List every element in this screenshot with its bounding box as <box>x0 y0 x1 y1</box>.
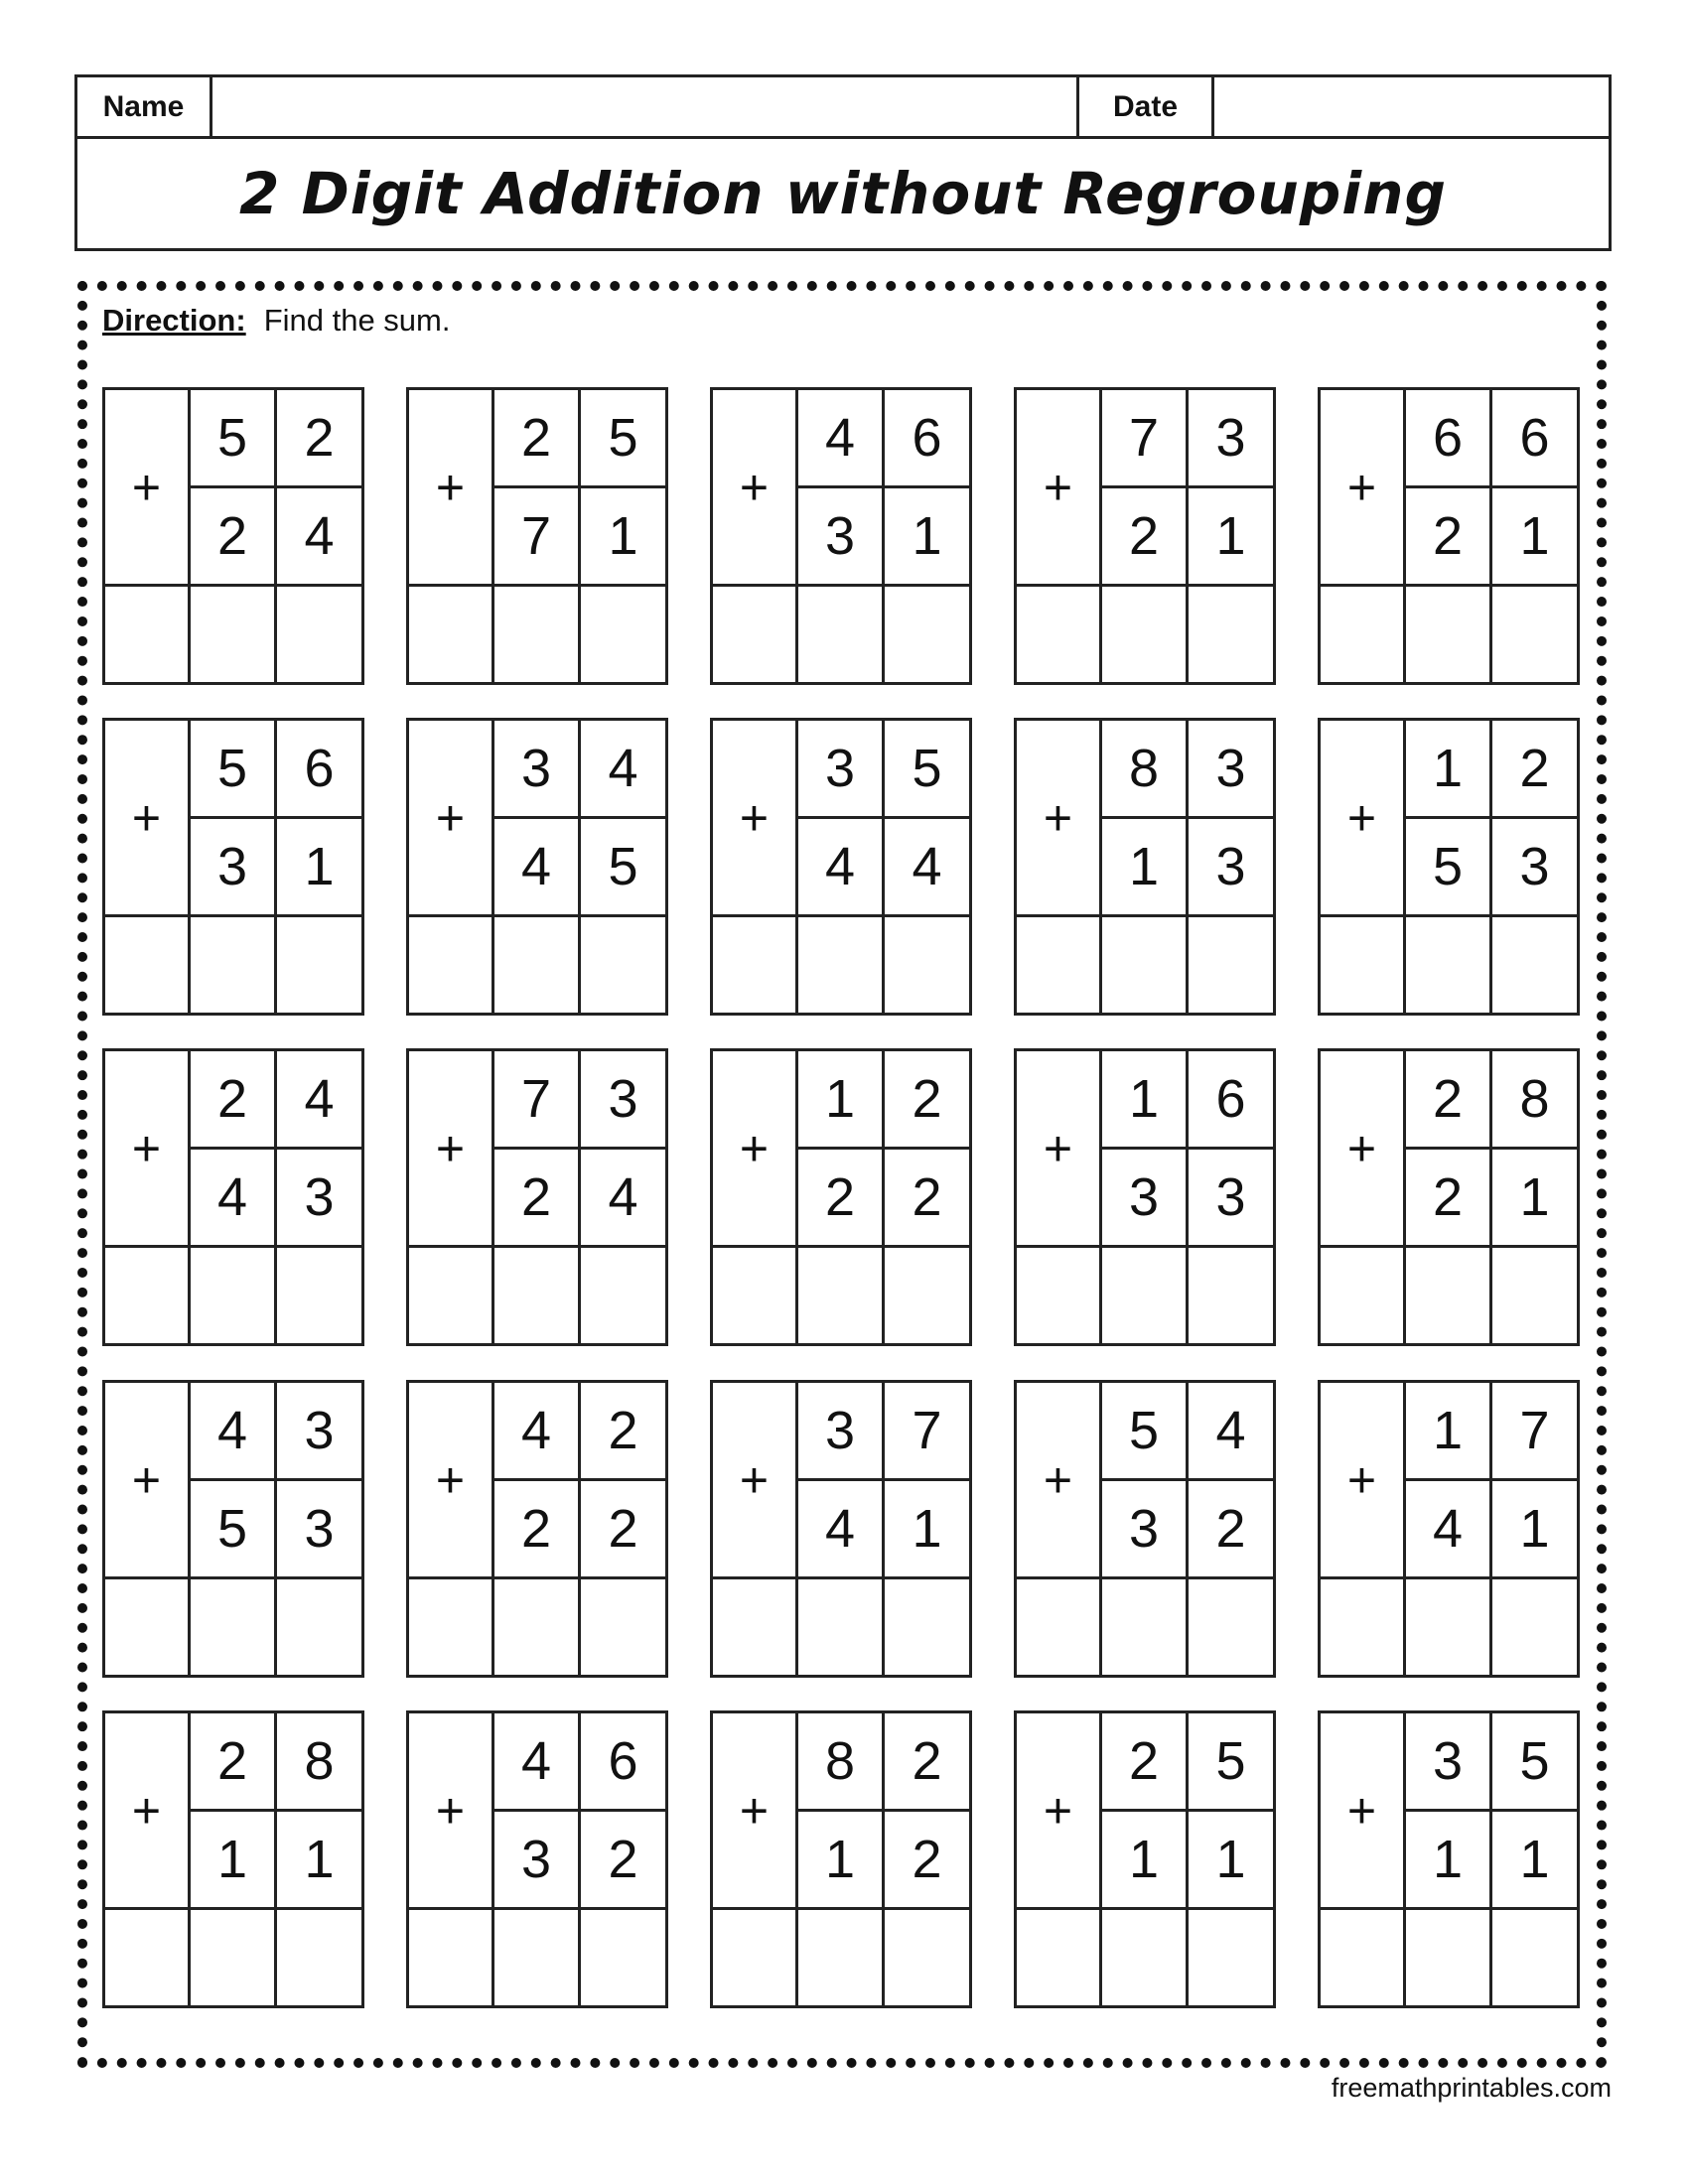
answer-cell[interactable] <box>713 1910 798 2005</box>
addend-tens-digit: 1 <box>191 1812 277 1910</box>
direction-line <box>102 303 451 339</box>
addend-ones-digit: 2 <box>885 1713 969 1812</box>
answer-cell[interactable] <box>277 587 361 682</box>
addend-tens-digit: 5 <box>191 721 277 819</box>
worksheet-title: 2 Digit Addition without Regrouping <box>239 160 1447 227</box>
addition-problem <box>1014 1048 1276 1346</box>
plus-sign: + <box>409 721 494 917</box>
addend-ones-digit: 6 <box>1492 390 1577 488</box>
addend-ones-digit: 4 <box>1189 1383 1273 1481</box>
addend-tens-digit: 6 <box>1406 390 1492 488</box>
worksheet-header <box>74 74 1612 251</box>
addend-ones-digit: 1 <box>277 819 361 917</box>
answer-cell[interactable] <box>277 1910 361 2005</box>
addend-tens-digit: 2 <box>1406 1150 1492 1248</box>
addition-problem <box>1318 1048 1580 1346</box>
addend-ones-digit: 3 <box>1189 390 1273 488</box>
answer-cell[interactable] <box>1189 1910 1273 2005</box>
addend-ones-digit: 8 <box>1492 1051 1577 1150</box>
addend-tens-digit: 5 <box>191 1481 277 1579</box>
answer-cell[interactable] <box>494 1248 581 1343</box>
addend-ones-digit: 4 <box>277 1051 361 1150</box>
addend-tens-digit: 1 <box>798 1051 885 1150</box>
answer-cell[interactable] <box>1017 587 1102 682</box>
addend-ones-digit: 3 <box>1189 819 1273 917</box>
addend-tens-digit: 4 <box>798 1481 885 1579</box>
addend-ones-digit: 2 <box>885 1051 969 1150</box>
addition-problem <box>102 387 364 685</box>
answer-cell[interactable] <box>1102 917 1189 1013</box>
plus-sign: + <box>713 1713 798 1910</box>
addend-ones-digit: 1 <box>1492 488 1577 587</box>
answer-cell[interactable] <box>581 1579 665 1675</box>
answer-cell[interactable] <box>1102 1579 1189 1675</box>
plus-sign: + <box>105 1383 191 1579</box>
addend-tens-digit: 1 <box>1406 1383 1492 1481</box>
addend-tens-digit: 8 <box>798 1713 885 1812</box>
answer-cell[interactable] <box>581 587 665 682</box>
plus-sign: + <box>409 390 494 587</box>
addition-problem <box>1014 718 1276 1016</box>
plus-sign: + <box>1321 1713 1406 1910</box>
answer-cell[interactable] <box>798 1579 885 1675</box>
answer-cell[interactable] <box>191 1910 277 2005</box>
addition-problem <box>102 1710 364 2008</box>
addition-problem <box>406 1710 668 2008</box>
direction-text: Find the sum. <box>263 303 451 338</box>
answer-cell[interactable] <box>105 1579 191 1675</box>
plus-sign: + <box>1017 1051 1102 1248</box>
plus-sign: + <box>1321 1383 1406 1579</box>
addend-tens-digit: 4 <box>494 1713 581 1812</box>
addend-ones-digit: 7 <box>885 1383 969 1481</box>
addend-tens-digit: 3 <box>798 1383 885 1481</box>
addend-tens-digit: 4 <box>191 1150 277 1248</box>
addition-problem <box>406 387 668 685</box>
name-date-row <box>77 77 1609 139</box>
addend-ones-digit: 2 <box>885 1150 969 1248</box>
addend-ones-digit: 2 <box>885 1812 969 1910</box>
addend-ones-digit: 7 <box>1492 1383 1577 1481</box>
addend-ones-digit: 5 <box>581 390 665 488</box>
answer-cell[interactable] <box>1321 1910 1406 2005</box>
answer-cell[interactable] <box>713 1248 798 1343</box>
addend-tens-digit: 3 <box>1406 1713 1492 1812</box>
addend-ones-digit: 1 <box>885 488 969 587</box>
answer-cell[interactable] <box>1492 587 1577 682</box>
addend-ones-digit: 6 <box>1189 1051 1273 1150</box>
answer-cell[interactable] <box>191 1248 277 1343</box>
addition-problem <box>102 1048 364 1346</box>
addend-tens-digit: 2 <box>191 1051 277 1150</box>
answer-cell[interactable] <box>798 917 885 1013</box>
answer-cell[interactable] <box>1017 917 1102 1013</box>
answer-cell[interactable] <box>885 587 969 682</box>
addition-problem <box>1014 1380 1276 1678</box>
plus-sign: + <box>1017 721 1102 917</box>
answer-cell[interactable] <box>409 1248 494 1343</box>
answer-cell[interactable] <box>1102 1910 1189 2005</box>
answer-cell[interactable] <box>581 1910 665 2005</box>
addend-ones-digit: 6 <box>581 1713 665 1812</box>
addition-problem <box>406 718 668 1016</box>
answer-cell[interactable] <box>409 917 494 1013</box>
addend-tens-digit: 5 <box>191 390 277 488</box>
answer-cell[interactable] <box>494 1579 581 1675</box>
addend-ones-digit: 6 <box>277 721 361 819</box>
addend-ones-digit: 3 <box>1492 819 1577 917</box>
plus-sign: + <box>1321 1051 1406 1248</box>
answer-cell[interactable] <box>1492 1579 1577 1675</box>
addend-tens-digit: 1 <box>798 1812 885 1910</box>
addend-tens-digit: 4 <box>191 1383 277 1481</box>
addend-ones-digit: 3 <box>1189 1150 1273 1248</box>
date-label: Date <box>1079 77 1214 136</box>
plus-sign: + <box>105 390 191 587</box>
addition-problem <box>406 1048 668 1346</box>
addend-ones-digit: 5 <box>581 819 665 917</box>
plus-sign: + <box>409 1713 494 1910</box>
addend-tens-digit: 2 <box>494 1150 581 1248</box>
answer-cell[interactable] <box>1017 1248 1102 1343</box>
plus-sign: + <box>713 1051 798 1248</box>
answer-cell[interactable] <box>105 1248 191 1343</box>
addition-problem <box>406 1380 668 1678</box>
answer-cell[interactable] <box>581 1248 665 1343</box>
addend-ones-digit: 1 <box>1492 1481 1577 1579</box>
addend-ones-digit: 4 <box>581 1150 665 1248</box>
addend-tens-digit: 3 <box>1102 1150 1189 1248</box>
answer-cell[interactable] <box>1492 1910 1577 2005</box>
plus-sign: + <box>1321 721 1406 917</box>
addend-tens-digit: 5 <box>1406 819 1492 917</box>
answer-cell[interactable] <box>1017 1579 1102 1675</box>
answer-cell[interactable] <box>409 1579 494 1675</box>
addend-tens-digit: 3 <box>798 721 885 819</box>
direction-label: Direction: <box>102 303 246 338</box>
answer-cell[interactable] <box>1406 1579 1492 1675</box>
addend-tens-digit: 3 <box>1102 1481 1189 1579</box>
answer-cell[interactable] <box>713 587 798 682</box>
addend-tens-digit: 4 <box>1406 1481 1492 1579</box>
addend-tens-digit: 1 <box>1406 721 1492 819</box>
answer-cell[interactable] <box>191 587 277 682</box>
addend-tens-digit: 2 <box>1406 1051 1492 1150</box>
addend-ones-digit: 1 <box>1189 488 1273 587</box>
answer-cell[interactable] <box>494 1910 581 2005</box>
addend-tens-digit: 7 <box>494 1051 581 1150</box>
addend-ones-digit: 1 <box>1492 1812 1577 1910</box>
addend-ones-digit: 2 <box>1189 1481 1273 1579</box>
answer-cell[interactable] <box>885 1910 969 2005</box>
addend-ones-digit: 1 <box>277 1812 361 1910</box>
addend-ones-digit: 1 <box>885 1481 969 1579</box>
addend-tens-digit: 4 <box>798 819 885 917</box>
answer-cell[interactable] <box>713 917 798 1013</box>
answer-cell[interactable] <box>409 1910 494 2005</box>
addend-ones-digit: 3 <box>581 1051 665 1150</box>
plus-sign: + <box>409 1051 494 1248</box>
addend-tens-digit: 5 <box>1102 1383 1189 1481</box>
addend-tens-digit: 1 <box>1406 1812 1492 1910</box>
addend-tens-digit: 7 <box>1102 390 1189 488</box>
addend-ones-digit: 6 <box>885 390 969 488</box>
addend-ones-digit: 8 <box>277 1713 361 1812</box>
name-label: Name <box>77 77 212 136</box>
answer-cell[interactable] <box>798 587 885 682</box>
addend-ones-digit: 5 <box>885 721 969 819</box>
plus-sign: + <box>713 1383 798 1579</box>
answer-cell[interactable] <box>1102 1248 1189 1343</box>
addend-tens-digit: 2 <box>798 1150 885 1248</box>
addend-tens-digit: 4 <box>494 819 581 917</box>
answer-cell[interactable] <box>277 917 361 1013</box>
answer-cell[interactable] <box>191 1579 277 1675</box>
name-field[interactable] <box>212 77 1079 136</box>
answer-cell[interactable] <box>105 917 191 1013</box>
answer-cell[interactable] <box>885 1579 969 1675</box>
addend-tens-digit: 1 <box>1102 819 1189 917</box>
addend-tens-digit: 1 <box>1102 1812 1189 1910</box>
answer-cell[interactable] <box>105 1910 191 2005</box>
addend-ones-digit: 3 <box>277 1481 361 1579</box>
plus-sign: + <box>1017 390 1102 587</box>
addend-tens-digit: 3 <box>494 721 581 819</box>
plus-sign: + <box>1017 1713 1102 1910</box>
plus-sign: + <box>105 1713 191 1910</box>
addition-problem <box>1014 1710 1276 2008</box>
addend-tens-digit: 2 <box>191 488 277 587</box>
addend-ones-digit: 2 <box>277 390 361 488</box>
addend-tens-digit: 3 <box>191 819 277 917</box>
addend-ones-digit: 2 <box>581 1383 665 1481</box>
answer-cell[interactable] <box>277 1248 361 1343</box>
addition-problem <box>710 1710 972 2008</box>
answer-cell[interactable] <box>1406 1910 1492 2005</box>
addend-ones-digit: 4 <box>581 721 665 819</box>
answer-cell[interactable] <box>885 917 969 1013</box>
answer-cell[interactable] <box>713 1579 798 1675</box>
answer-cell[interactable] <box>191 917 277 1013</box>
plus-sign: + <box>713 721 798 917</box>
answer-cell[interactable] <box>1017 1910 1102 2005</box>
addition-problem <box>710 387 972 685</box>
answer-cell[interactable] <box>277 1579 361 1675</box>
addition-problem <box>710 718 972 1016</box>
answer-cell[interactable] <box>105 587 191 682</box>
addend-ones-digit: 3 <box>277 1383 361 1481</box>
answer-cell[interactable] <box>798 1248 885 1343</box>
plus-sign: + <box>105 721 191 917</box>
addition-problem <box>1014 387 1276 685</box>
addend-tens-digit: 7 <box>494 488 581 587</box>
plus-sign: + <box>105 1051 191 1248</box>
addend-tens-digit: 1 <box>1102 1051 1189 1150</box>
plus-sign: + <box>1321 390 1406 587</box>
addend-ones-digit: 5 <box>1492 1713 1577 1812</box>
addend-ones-digit: 4 <box>885 819 969 917</box>
addend-tens-digit: 2 <box>494 390 581 488</box>
addition-problem <box>102 718 364 1016</box>
addend-tens-digit: 3 <box>494 1812 581 1910</box>
answer-cell[interactable] <box>1321 587 1406 682</box>
addend-ones-digit: 2 <box>1492 721 1577 819</box>
answer-cell[interactable] <box>885 1248 969 1343</box>
addend-ones-digit: 2 <box>581 1812 665 1910</box>
addition-problem <box>710 1380 972 1678</box>
addend-tens-digit: 3 <box>798 488 885 587</box>
addend-tens-digit: 8 <box>1102 721 1189 819</box>
addend-ones-digit: 4 <box>277 488 361 587</box>
answer-cell[interactable] <box>494 587 581 682</box>
answer-cell[interactable] <box>1189 1579 1273 1675</box>
answer-cell[interactable] <box>494 917 581 1013</box>
answer-cell[interactable] <box>1102 587 1189 682</box>
plus-sign: + <box>713 390 798 587</box>
answer-cell[interactable] <box>1189 917 1273 1013</box>
answer-cell[interactable] <box>1189 587 1273 682</box>
addend-ones-digit: 3 <box>1189 721 1273 819</box>
addend-ones-digit: 5 <box>1189 1713 1273 1812</box>
addend-ones-digit: 1 <box>1189 1812 1273 1910</box>
addend-tens-digit: 4 <box>494 1383 581 1481</box>
addend-ones-digit: 3 <box>277 1150 361 1248</box>
addition-problem <box>102 1380 364 1678</box>
addition-problem <box>1318 1380 1580 1678</box>
addend-tens-digit: 2 <box>1406 488 1492 587</box>
addition-problem <box>710 1048 972 1346</box>
site-credit: freemathprintables.com <box>1331 2073 1612 2103</box>
date-field[interactable] <box>1214 77 1609 136</box>
answer-cell[interactable] <box>1321 917 1406 1013</box>
plus-sign: + <box>409 1383 494 1579</box>
addend-tens-digit: 4 <box>798 390 885 488</box>
answer-cell[interactable] <box>581 917 665 1013</box>
addend-tens-digit: 2 <box>494 1481 581 1579</box>
addition-problem <box>1318 718 1580 1016</box>
addend-tens-digit: 2 <box>1102 1713 1189 1812</box>
answer-cell[interactable] <box>1406 587 1492 682</box>
answer-cell[interactable] <box>409 587 494 682</box>
answer-cell[interactable] <box>1189 1248 1273 1343</box>
answer-cell[interactable] <box>1321 1579 1406 1675</box>
answer-cell[interactable] <box>1406 917 1492 1013</box>
addend-tens-digit: 2 <box>1102 488 1189 587</box>
answer-cell[interactable] <box>1406 1248 1492 1343</box>
addend-ones-digit: 1 <box>581 488 665 587</box>
addend-ones-digit: 1 <box>1492 1150 1577 1248</box>
answer-cell[interactable] <box>1492 1248 1577 1343</box>
addition-problem <box>1318 1710 1580 2008</box>
answer-cell[interactable] <box>1321 1248 1406 1343</box>
addition-problem <box>1318 387 1580 685</box>
answer-cell[interactable] <box>1492 917 1577 1013</box>
addend-tens-digit: 2 <box>191 1713 277 1812</box>
addend-ones-digit: 2 <box>581 1481 665 1579</box>
answer-cell[interactable] <box>798 1910 885 2005</box>
plus-sign: + <box>1017 1383 1102 1579</box>
